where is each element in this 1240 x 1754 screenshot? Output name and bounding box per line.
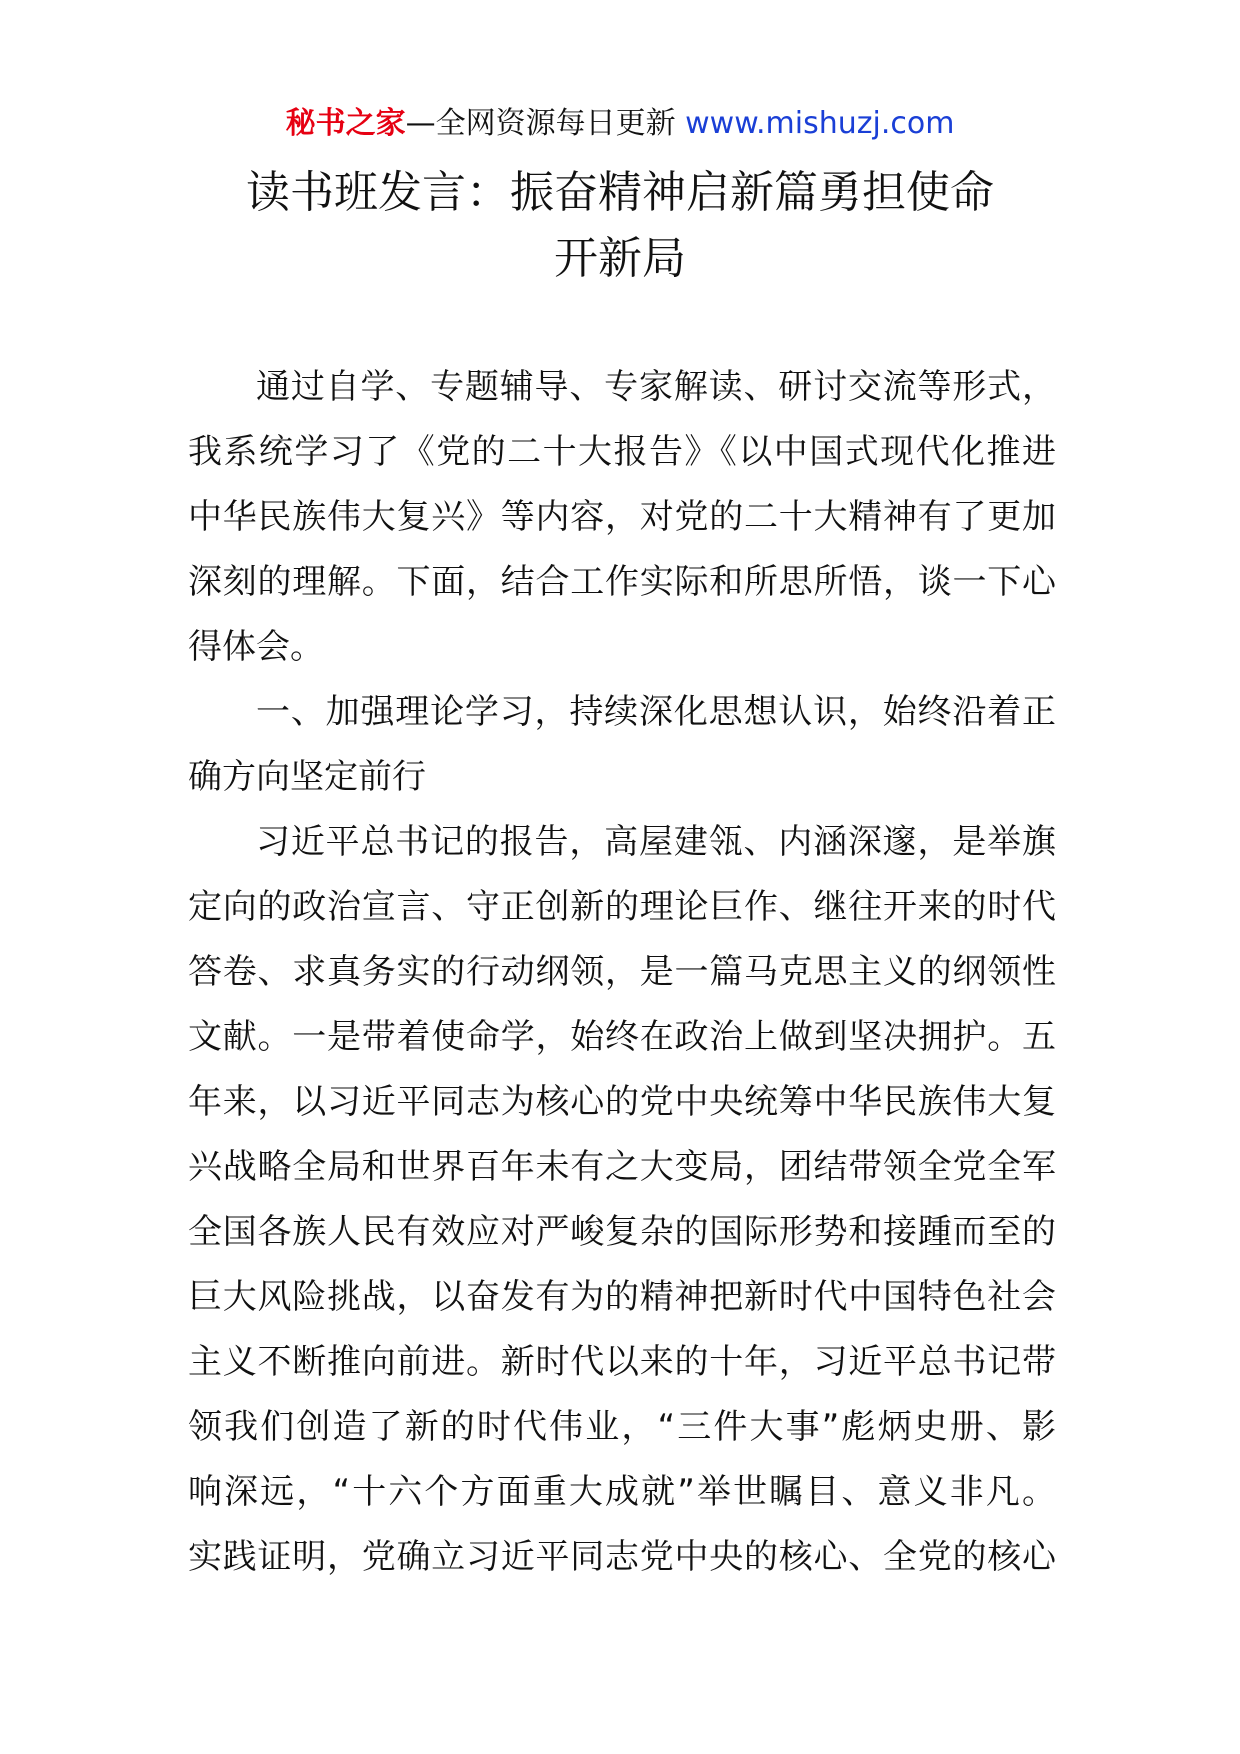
document-title (190, 160, 1050, 292)
paragraph-intro-line: 得体会。 (188, 627, 324, 667)
paragraph-line: 年来，以习近平同志为核心的党中央统筹中华民族伟大复 (188, 1082, 1056, 1122)
section-heading-line: 确方向坚定前行 (188, 757, 426, 797)
paragraph-line: 领我们创造了新的时代伟业，“三件大事”彪炳史册、影 (188, 1407, 1056, 1447)
section-heading-line: 一、加强理论学习，持续深化思想认识，始终沿着正 (256, 692, 1056, 732)
paragraph-intro-line: 通过自学、专题辅导、专家解读、研讨交流等形式， (256, 367, 1056, 407)
paragraph-line: 答卷、求真务实的行动纲领，是一篇马克思主义的纲领性 (188, 952, 1056, 992)
site-tagline: —全网资源每日更新 (405, 106, 686, 141)
paragraph-line: 定向的政治宣言、守正创新的理论巨作、继往开来的时代 (188, 887, 1056, 927)
paragraph-line: 习近平总书记的报告，高屋建瓴、内涵深邃，是举旗 (256, 822, 1056, 862)
document-title-line-2: 开新局 (554, 233, 686, 284)
paragraph-line: 响深远，“十六个方面重大成就”举世瞩目、意义非凡。 (188, 1472, 1056, 1512)
document-title-line-1: 读书班发言：振奋精神启新篇勇担使命 (246, 167, 994, 218)
paragraph-line: 文献。一是带着使命学，始终在政治上做到坚决拥护。五 (188, 1017, 1056, 1057)
site-header (0, 100, 1240, 148)
site-url-link[interactable]: www.mishuzj.com (685, 106, 955, 141)
paragraph-line: 巨大风险挑战，以奋发有为的精神把新时代中国特色社会 (188, 1277, 1056, 1317)
paragraph-line: 全国各族人民有效应对严峻复杂的国际形势和接踵而至的 (188, 1212, 1056, 1252)
paragraph-intro-line: 我系统学习了《党的二十大报告》《以中国式现代化推进 (188, 432, 1056, 472)
document-body (188, 355, 1056, 1590)
paragraph-intro-line: 深刻的理解。下面，结合工作实际和所思所悟，谈一下心 (188, 562, 1056, 602)
paragraph-line: 实践证明，党确立习近平同志党中央的核心、全党的核心 (188, 1537, 1056, 1577)
paragraph-intro-line: 中华民族伟大复兴》等内容，对党的二十大精神有了更加 (188, 497, 1056, 537)
paragraph-line: 主义不断推向前进。新时代以来的十年，习近平总书记带 (188, 1342, 1056, 1382)
site-brand: 秘书之家 (285, 106, 406, 141)
paragraph-line: 兴战略全局和世界百年未有之大变局，团结带领全党全军 (188, 1147, 1056, 1187)
